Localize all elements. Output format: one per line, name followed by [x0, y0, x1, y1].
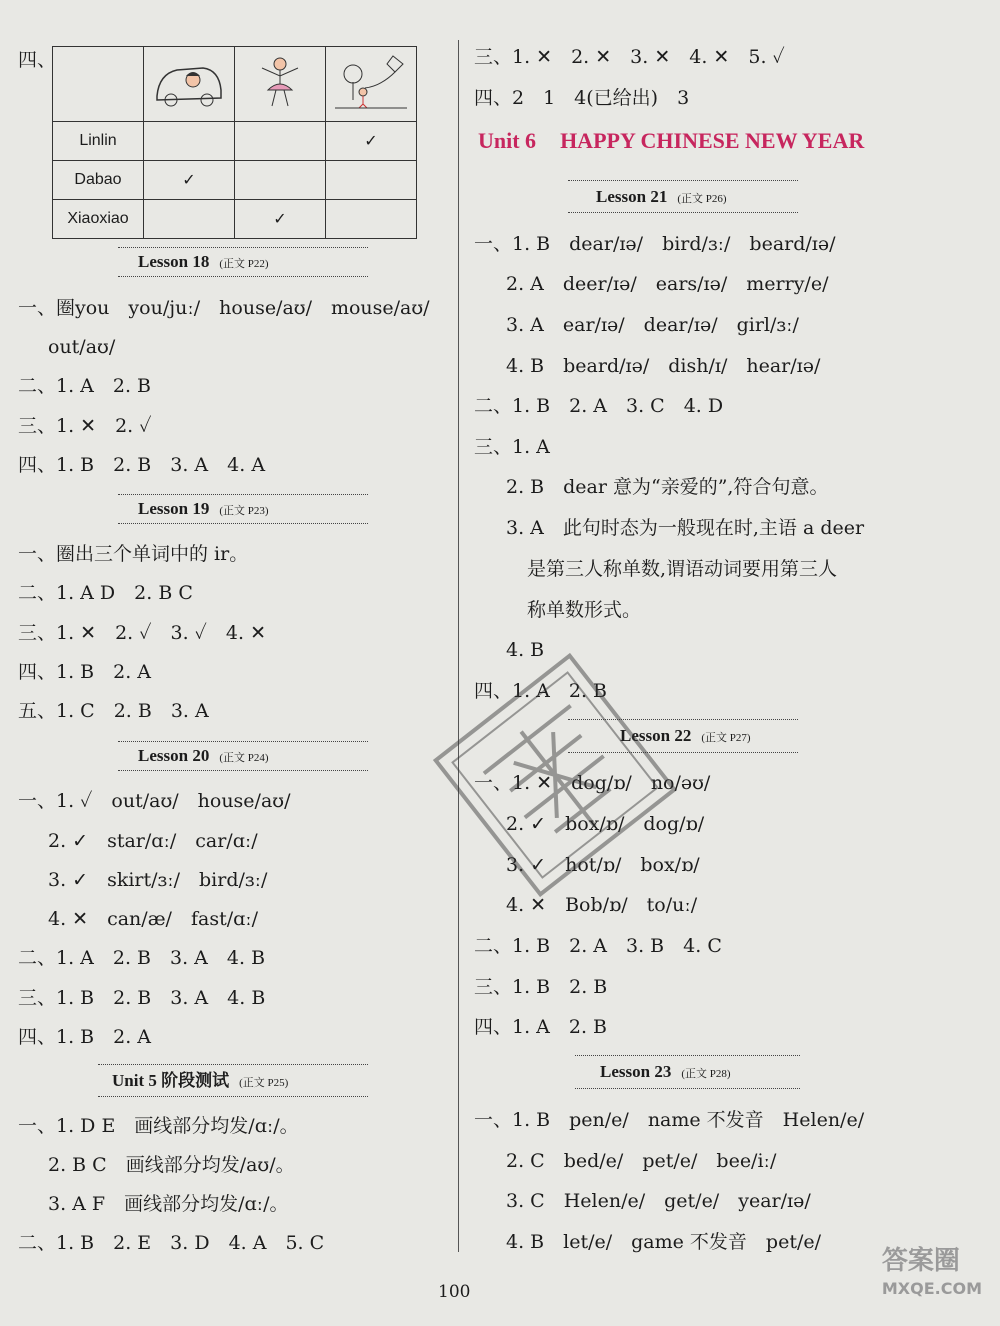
answer-line: 2. B C 画线部分均发/aʊ/。 — [48, 1154, 295, 1176]
table-row — [53, 200, 417, 239]
stamp-seal-graphic — [430, 650, 680, 900]
answer-line: 4. ✕ can/æ/ fast/ɑː/ — [48, 908, 259, 930]
answer-line: 四、1. B 2. B 3. A 4. A — [18, 454, 266, 476]
row-name: Dabao — [53, 161, 144, 200]
answer-line: 是第三人称单数,谓语动词要用第三人 — [527, 558, 838, 580]
lesson-20-heading: Lesson 20 (正文 P24) — [138, 746, 269, 765]
column-divider — [458, 40, 459, 1252]
answer-line: 一、1. ✕ dog/ɒ/ no/əʊ/ — [474, 772, 711, 794]
car-picture — [144, 47, 235, 122]
answer-line: 称单数形式。 — [527, 599, 642, 621]
divider — [568, 212, 798, 213]
answer-line: 二、1. B 2. E 3. D 4. A 5. C — [18, 1232, 325, 1254]
answer-line: 三、1. ✕ 2. ✓ — [18, 415, 152, 437]
answer-line: 二、1. A 2. B 3. A 4. B — [18, 947, 266, 969]
answer-line: 3. ✓ hot/ɒ/ box/ɒ/ — [506, 854, 700, 876]
unit-6-title: Unit 6 HAPPY CHINESE NEW YEAR — [478, 128, 865, 153]
kite-picture — [326, 47, 417, 122]
answer-line: 四、1. B 2. A — [18, 1026, 152, 1048]
divider — [118, 770, 368, 771]
table-row — [53, 122, 417, 161]
check-cell — [144, 122, 235, 161]
check-cell — [326, 200, 417, 239]
divider — [118, 247, 368, 248]
answer-line: 2. ✓ box/ɒ/ dog/ɒ/ — [506, 813, 705, 835]
answer-line: 一、1. B dear/ɪə/ bird/ɜː/ beard/ɪə/ — [474, 233, 836, 255]
table-corner — [53, 47, 144, 122]
lesson-22-heading: Lesson 22 (正文 P27) — [620, 726, 751, 745]
watermark-title: 答案圈 — [881, 1246, 960, 1276]
answer-line: 二、1. A D 2. B C — [18, 582, 193, 604]
lesson-19-heading: Lesson 19 (正文 P23) — [138, 499, 269, 518]
answer-line: 一、圈出三个单词中的 ir。 — [18, 543, 249, 565]
row-name: Linlin — [53, 122, 144, 161]
divider — [118, 741, 368, 742]
divider — [118, 494, 368, 495]
check-cell — [326, 161, 417, 200]
answer-line: 三、1. A — [474, 436, 550, 458]
answer-line: 三、1. ✕ 2. ✕ 3. ✕ 4. ✕ 5. ✓ — [474, 46, 785, 68]
answer-line: 四、2 1 4(已给出) 3 — [474, 87, 690, 109]
answer-line: 一、1. D E 画线部分均发/ɑː/。 — [18, 1115, 299, 1137]
divider — [118, 523, 368, 524]
divider — [118, 276, 368, 277]
divider — [98, 1096, 368, 1097]
answer-line: 一、1. ✓ out/aʊ/ house/aʊ/ — [18, 790, 291, 812]
answer-line: 四、1. A 2. B — [474, 680, 608, 702]
divider — [575, 1088, 800, 1089]
answer-line: 三、1. B 2. B 3. A 4. B — [18, 987, 266, 1009]
answer-line: 四、1. A 2. B — [474, 1016, 608, 1038]
answer-line: 二、1. A 2. B — [18, 375, 152, 397]
check-cell — [235, 161, 326, 200]
answer-line: 4. ✕ Bob/ɒ/ to/uː/ — [506, 894, 698, 916]
divider — [98, 1064, 368, 1065]
check-cell — [144, 200, 235, 239]
answer-line: 4. B let/e/ game 不发音 pet/e/ — [506, 1231, 822, 1253]
answer-line: 4. B — [506, 639, 545, 661]
answer-table — [52, 46, 417, 239]
answer-line: 三、1. B 2. B — [474, 976, 608, 998]
answer-line: 3. C Helen/e/ get/e/ year/ɪə/ — [506, 1190, 811, 1212]
page-number: 100 — [438, 1282, 471, 1302]
answer-line: 一、1. B pen/e/ name 不发音 Helen/e/ — [474, 1109, 865, 1131]
answer-line: 3. A ear/ɪə/ dear/ɪə/ girl/ɜː/ — [506, 314, 799, 336]
answer-line: 4. B beard/ɪə/ dish/ɪ/ hear/ɪə/ — [506, 355, 821, 377]
check-cell — [235, 122, 326, 161]
answer-line: 2. B dear 意为“亲爱的”,符合句意。 — [506, 476, 829, 498]
check-cell: ✓ — [235, 200, 326, 239]
check-cell: ✓ — [326, 122, 417, 161]
row-name: Xiaoxiao — [53, 200, 144, 239]
dancer-picture — [235, 47, 326, 122]
table-row — [53, 161, 417, 200]
site-watermark — [882, 1240, 982, 1298]
answer-line: 一、圈you you/juː/ house/aʊ/ mouse/aʊ/ — [18, 297, 430, 319]
answer-line: 3. ✓ skirt/ɜː/ bird/ɜː/ — [48, 869, 268, 891]
answer-line: 四、1. B 2. A — [18, 661, 152, 683]
section-label: 四、 — [18, 49, 57, 71]
answer-line: 二、1. B 2. A 3. B 4. C — [474, 935, 722, 957]
answer-line: out/aʊ/ — [48, 336, 116, 358]
check-cell: ✓ — [144, 161, 235, 200]
answer-line: 2. ✓ star/ɑː/ car/ɑː/ — [48, 830, 258, 852]
divider — [575, 1055, 800, 1056]
unit-5-test-heading: Unit 5 阶段测试 (正文 P25) — [112, 1071, 289, 1090]
lesson-18-heading: Lesson 18 (正文 P22) — [138, 252, 269, 271]
lesson-23-heading: Lesson 23 (正文 P28) — [600, 1062, 731, 1081]
answer-line: 3. A F 画线部分均发/ɑː/。 — [48, 1193, 289, 1215]
divider — [568, 180, 798, 181]
answer-line: 五、1. C 2. B 3. A — [18, 700, 209, 722]
watermark-url: MXQE.COM — [881, 1279, 982, 1298]
lesson-21-heading: Lesson 21 (正文 P26) — [596, 187, 727, 206]
answer-line: 3. A 此句时态为一般现在时,主语 a deer — [506, 517, 865, 539]
answer-line: 2. A deer/ɪə/ ears/ɪə/ merry/e/ — [506, 273, 829, 295]
answer-line: 三、1. ✕ 2. ✓ 3. ✓ 4. ✕ — [18, 622, 267, 644]
answer-line: 二、1. B 2. A 3. C 4. D — [474, 395, 724, 417]
answer-line: 2. C bed/e/ pet/e/ bee/iː/ — [506, 1150, 777, 1172]
